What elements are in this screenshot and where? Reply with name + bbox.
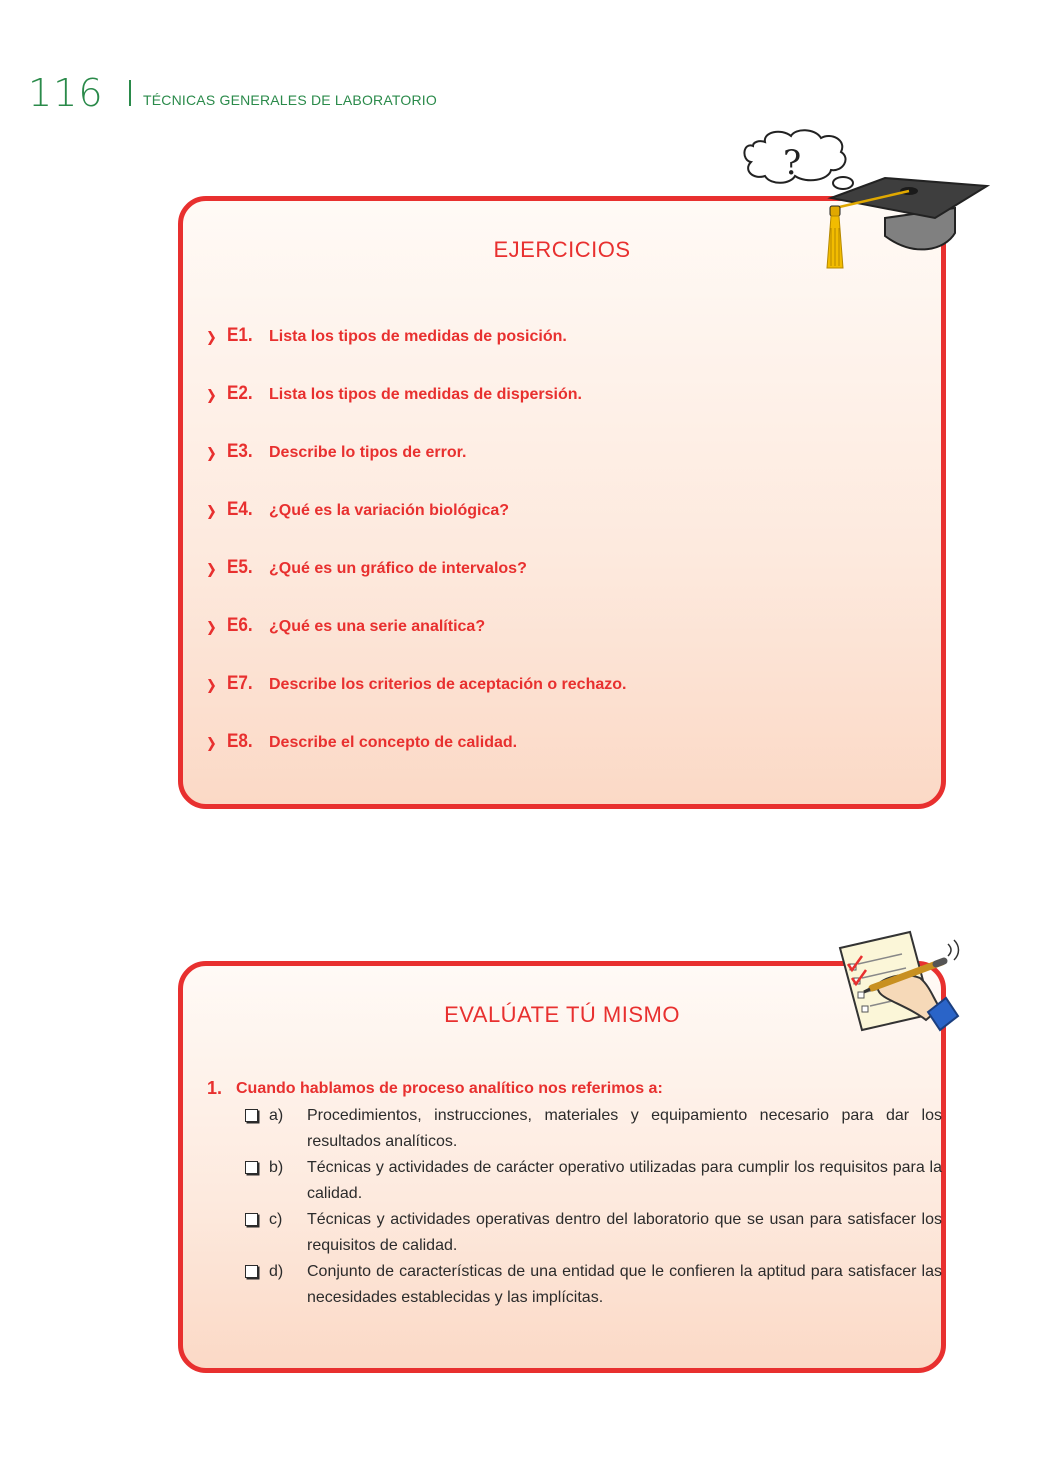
exercise-code: E4. xyxy=(227,499,253,520)
option-text: Técnicas y actividades de carácter operativo utilizadas para cumplir los requisitos para la calidad. xyxy=(307,1159,942,1202)
answer-option[interactable] xyxy=(245,1155,942,1207)
checklist-pencil-icon xyxy=(830,926,962,1038)
exercise-item xyxy=(208,499,626,557)
option-text: Técnicas y actividades operativas dentro del laboratorio que se usan para satisfacer los requisitos de calidad. xyxy=(307,1211,942,1254)
chevron-right-icon xyxy=(208,389,215,403)
question-number: 1. xyxy=(207,1078,223,1098)
exercise-text: ¿Qué es la variación biológica? xyxy=(269,502,510,519)
exercise-item xyxy=(208,615,626,673)
header-divider xyxy=(129,80,131,106)
option-letter: b) xyxy=(269,1159,284,1176)
chevron-right-icon xyxy=(208,737,215,751)
chevron-right-icon xyxy=(208,621,215,635)
exercise-item xyxy=(208,673,626,731)
checkbox-icon[interactable] xyxy=(245,1161,258,1174)
exercise-item xyxy=(208,441,626,499)
option-letter: a) xyxy=(269,1107,284,1124)
question-header xyxy=(207,1078,917,1099)
option-text: Procedimientos, instrucciones, materiales y equipamiento necesario para dar los resultados analíticos. xyxy=(307,1107,942,1150)
chevron-right-icon xyxy=(208,505,215,519)
exercise-text: Describe el concepto de calidad. xyxy=(269,734,518,751)
chevron-right-icon xyxy=(208,563,215,577)
option-letter: c) xyxy=(269,1211,283,1228)
question-mark: ? xyxy=(783,143,802,183)
option-text: Conjunto de características de una entidad que le confieren la aptitud para satisfacer las necesidades establecidas y las implícitas. xyxy=(307,1263,942,1306)
answer-option[interactable] xyxy=(245,1259,942,1311)
chevron-right-icon xyxy=(208,679,215,693)
chevron-right-icon xyxy=(208,447,215,461)
question-text: Cuando hablamos de proceso analítico nos referimos a: xyxy=(236,1080,663,1097)
exercise-code: E5. xyxy=(227,557,253,578)
exercise-item xyxy=(208,557,626,615)
section-title: TÉCNICAS GENERALES DE LABORATORIO xyxy=(143,92,437,108)
exercise-code: E2. xyxy=(227,383,253,404)
graduation-cap-icon xyxy=(735,128,995,278)
exercise-item xyxy=(208,383,626,441)
exercise-text: ¿Qué es un gráfico de intervalos? xyxy=(269,560,527,577)
chevron-right-icon xyxy=(208,331,215,345)
checkbox-icon[interactable] xyxy=(245,1213,258,1226)
question-block xyxy=(207,1078,942,1311)
self-test-title: EVALÚATE TÚ MISMO xyxy=(444,1002,680,1027)
checkbox-icon[interactable] xyxy=(245,1265,258,1278)
answer-option[interactable] xyxy=(245,1103,942,1155)
exercise-text: Describe lo tipos de error. xyxy=(269,444,467,461)
option-letter: d) xyxy=(269,1263,284,1280)
exercise-text: Lista los tipos de medidas de posición. xyxy=(269,328,567,345)
exercise-code: E3. xyxy=(227,441,253,462)
answer-option[interactable] xyxy=(245,1207,942,1259)
exercise-item xyxy=(208,325,626,383)
exercise-list xyxy=(208,325,626,789)
exercises-title: EJERCICIOS xyxy=(493,237,631,262)
exercise-item xyxy=(208,731,626,789)
exercise-code: E7. xyxy=(227,673,253,694)
page-number: 116 xyxy=(28,71,104,115)
exercise-text: Describe los criterios de aceptación o rechazo. xyxy=(269,676,627,693)
exercise-code: E1. xyxy=(227,325,253,346)
exercises-box xyxy=(178,196,946,809)
exercise-text: ¿Qué es una serie analítica? xyxy=(269,618,486,635)
exercise-text: Lista los tipos de medidas de dispersión. xyxy=(269,386,582,403)
exercise-code: E8. xyxy=(227,731,253,752)
exercise-code: E6. xyxy=(227,615,253,636)
checkbox-icon[interactable] xyxy=(245,1109,258,1122)
answer-options xyxy=(245,1103,942,1311)
